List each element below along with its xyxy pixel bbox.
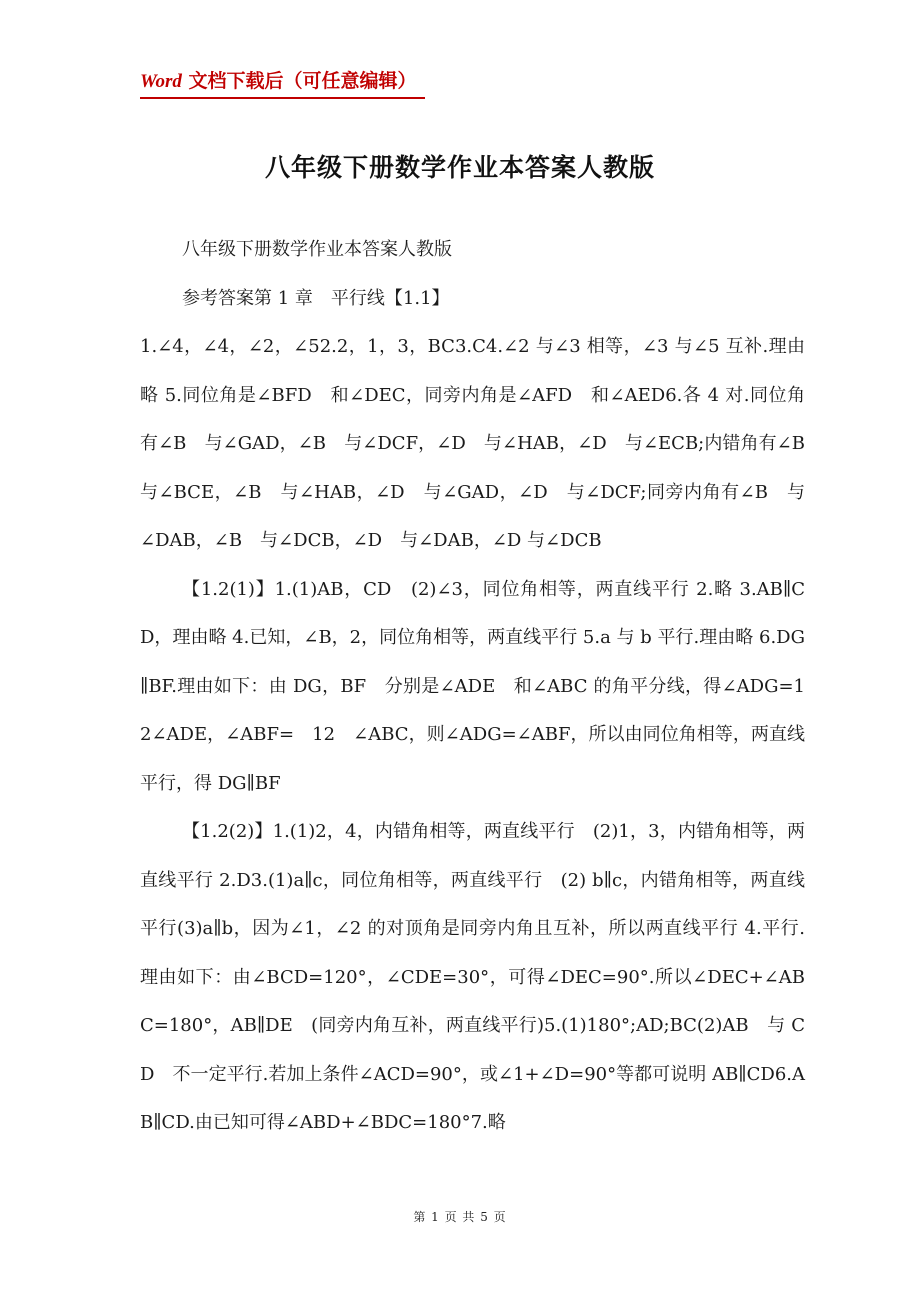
header-word-label: Word: [140, 71, 182, 92]
answer-paragraph-1-1: 1.∠4，∠4，∠2，∠52.2，1，3，BC3.C4.∠2 与∠3 相等，∠3 与∠5 互补.理由略 5.同位角是∠BFD 和∠DEC，同旁内角是∠AFD 和∠AED6.各 4 对.同位角有∠B 与∠GAD，∠B 与∠DCF，∠D 与∠HAB，∠D 与∠ECB;内错角有∠B 与∠BCE，∠B 与∠HAB，∠D 与∠GAD，∠D 与∠DCF;同旁内角有∠B 与∠DAB，∠B 与∠DCB，∠D 与∠DAB，∠D 与∠DCB: [140, 336, 823, 551]
header-rest-label: 文档下载后（可任意编辑）: [181, 70, 417, 92]
chapter-heading: 参考答案第 1 章 平行线【1.1】: [182, 287, 450, 309]
answer-paragraph-1-2-2: 【1.2(2)】1.(1)2，4，内错角相等，两直线平行 (2)1，3，内错角相等，两直线平行 2.D3.(1)a∥c，同位角相等，两直线平行 (2) b∥c，内错角相等，两直线平行(3)a∥b，因为∠1，∠2 的对顶角是同旁内角且互补，所以两直线平行 4.平行.理由如下：由∠BCD=120°，∠CDE=30°，可得∠DEC=90°.所以∠DEC+∠ABC=180°，AB∥DE (同旁内角互补，两直线平行)5.(1)180°;AD;BC(2)AB 与 CD 不一定平行.若加上条件∠ACD=90°，或∠1+∠D=90°等都可说明 AB∥CD6.AB∥CD.由已知可得∠ABD+∠BDC=180°7.略: [140, 821, 805, 1133]
document-title: 八年级下册数学作业本答案人教版: [264, 153, 655, 182]
document-body: [140, 226, 823, 1148]
download-header-link[interactable]: [140, 66, 425, 99]
page-number-footer: 第 1 页 共 5 页: [413, 1210, 507, 1224]
body-subtitle: 八年级下册数学作业本答案人教版: [182, 239, 452, 260]
answer-paragraph-1-2-1: 【1.2(1)】1.(1)AB，CD (2)∠3，同位角相等，两直线平行 2.略 3.AB∥CD，理由略 4.已知，∠B，2，同位角相等，两直线平行 5.a 与 b 平行.理由略 6.DG∥BF.理由如下：由 DG，BF 分别是∠ADE 和∠ABC 的角平分线，得∠ADG=12∠ADE，∠ABF= 12 ∠ABC，则∠ADG=∠ABF，所以由同位角相等，两直线平行，得 DG∥BF: [140, 578, 805, 794]
